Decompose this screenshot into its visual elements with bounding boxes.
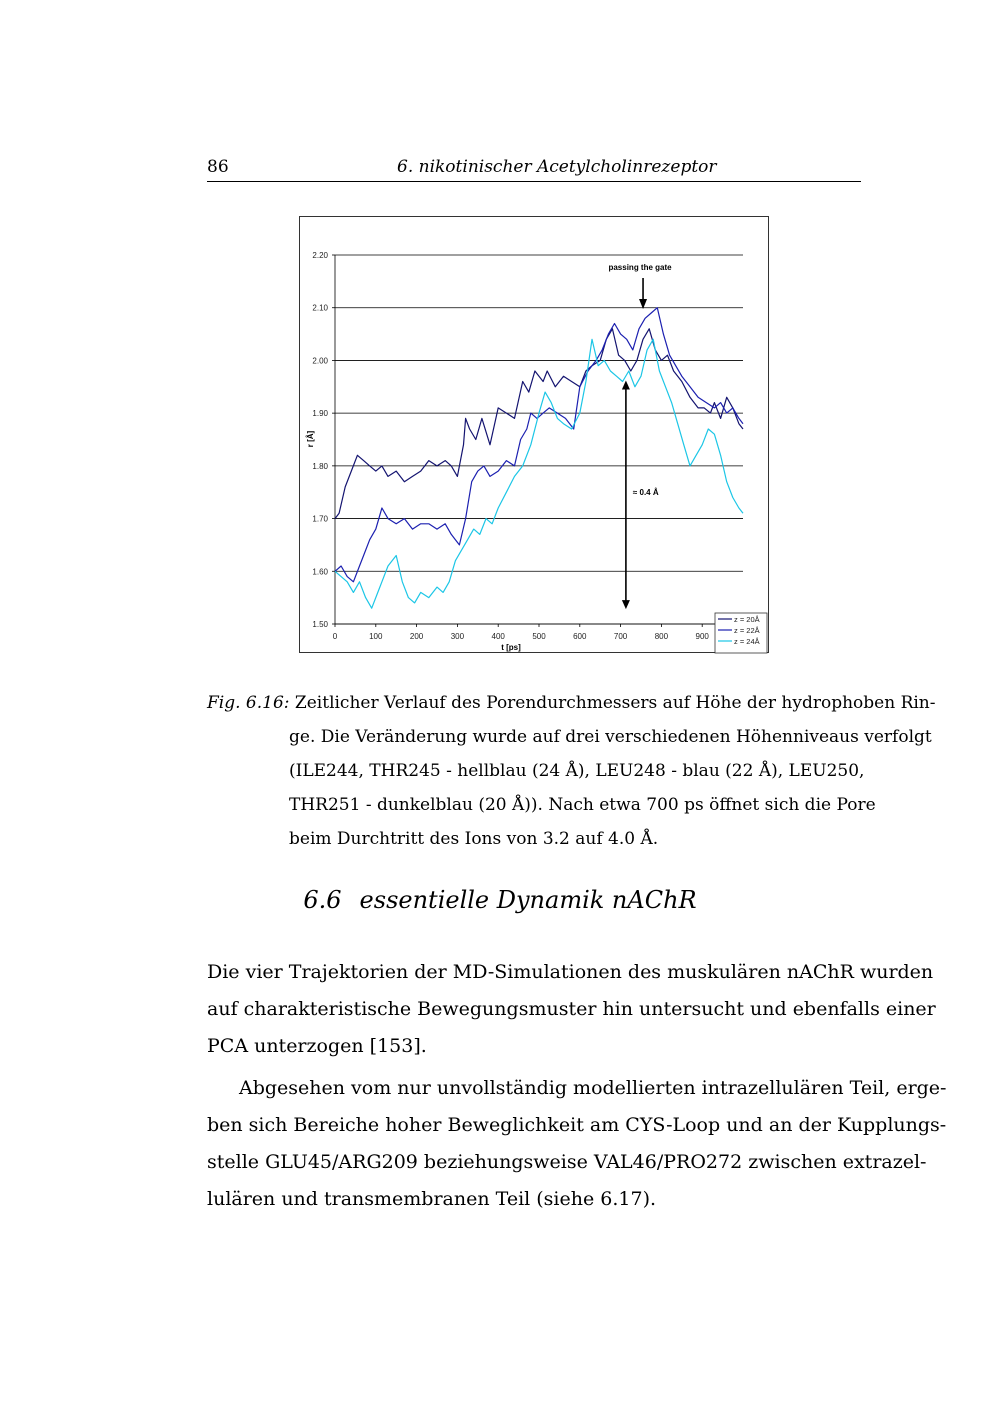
paragraph-line: PCA unterzogen [153]. bbox=[207, 1035, 427, 1057]
caption-line: (ILE244, THR245 - hellblau (24 Å), LEU248 - blau (22 Å), LEU250, bbox=[289, 761, 865, 781]
section-number: 6.6 bbox=[303, 886, 342, 914]
x-tick-label: 600 bbox=[573, 632, 587, 641]
chapter-title: 6. nikotinischer Acetylcholinrezeptor bbox=[397, 157, 717, 177]
y-tick-label: 2.20 bbox=[312, 251, 328, 260]
y-tick-label: 1.70 bbox=[312, 514, 328, 524]
section-heading bbox=[0, 886, 1000, 914]
caption-line: THR251 - dunkelblau (20 Å)). Nach etwa 700 ps öffnet sich die Pore bbox=[289, 795, 876, 815]
y-tick-label: 1.90 bbox=[312, 409, 328, 419]
y-axis-label: r [Å] bbox=[306, 430, 315, 448]
caption-line bbox=[207, 686, 936, 720]
gate-annotation: passing the gate bbox=[608, 263, 672, 272]
paragraph bbox=[207, 954, 936, 1065]
page-number: 86 bbox=[207, 157, 229, 177]
x-tick-label: 200 bbox=[409, 632, 424, 641]
delta-arrow-head-top bbox=[622, 381, 630, 390]
legend-label: z = 22Å bbox=[734, 626, 760, 635]
delta-annotation: ≈ 0.4 Å bbox=[632, 487, 659, 497]
y-tick-label: 1.60 bbox=[312, 567, 328, 577]
figure-caption bbox=[207, 686, 936, 856]
legend-label: z = 20Å bbox=[734, 615, 760, 624]
paragraph-line: lulären und transmembranen Teil (siehe 6.17). bbox=[207, 1188, 657, 1210]
paragraph-line: Die vier Trajektorien der MD-Simulationen des muskulären nAChR wurden bbox=[207, 961, 934, 983]
caption-text: Zeitlicher Verlauf des Porendurchmessers auf Höhe der hydrophoben Rin- bbox=[294, 693, 936, 713]
x-tick-label: 0 bbox=[332, 632, 338, 641]
delta-arrow-head-bottom bbox=[622, 600, 630, 609]
series-line bbox=[335, 329, 743, 519]
x-axis-label: t [ps] bbox=[501, 643, 521, 652]
y-tick-label: 1.50 bbox=[312, 620, 328, 629]
x-tick-label: 400 bbox=[491, 632, 505, 641]
y-tick-label: 1.80 bbox=[312, 461, 328, 471]
x-tick-label: 300 bbox=[450, 632, 465, 641]
running-head bbox=[207, 157, 861, 182]
caption-label: Fig. 6.16: bbox=[207, 693, 290, 713]
caption-line: beim Durchtritt des Ions von 3.2 auf 4.0 Å. bbox=[289, 829, 659, 849]
legend-label: z = 24Å bbox=[734, 637, 760, 646]
x-tick-label: 100 bbox=[369, 632, 383, 641]
paragraph-line: Abgesehen vom nur unvollständig modellierten intrazellulären Teil, erge- bbox=[239, 1077, 947, 1099]
x-tick-label: 800 bbox=[654, 632, 669, 641]
paragraph-line: auf charakteristische Bewegungsmuster hin untersucht und ebenfalls einer bbox=[207, 998, 936, 1020]
series-line bbox=[335, 339, 743, 608]
x-tick-label: 500 bbox=[532, 632, 546, 641]
figure-6-16 bbox=[299, 216, 769, 653]
x-tick-label: 700 bbox=[613, 632, 628, 641]
paragraph-line: stelle GLU45/ARG209 beziehungsweise VAL46/PRO272 zwischen extrazel- bbox=[207, 1151, 927, 1173]
y-tick-label: 2.00 bbox=[312, 356, 328, 366]
caption-line: ge. Die Veränderung wurde auf drei verschiedenen Höhenniveaus verfolgt bbox=[289, 727, 932, 747]
section-title: essentielle Dynamik nAChR bbox=[359, 886, 697, 914]
y-tick-label: 2.10 bbox=[312, 303, 328, 313]
pore-radius-chart bbox=[300, 217, 770, 654]
paragraph bbox=[207, 1070, 947, 1218]
series-line bbox=[335, 308, 743, 582]
paragraph-line: ben sich Bereiche hoher Beweglichkeit am CYS-Loop und an der Kupplungs- bbox=[207, 1114, 947, 1136]
x-tick-label: 900 bbox=[695, 632, 709, 641]
